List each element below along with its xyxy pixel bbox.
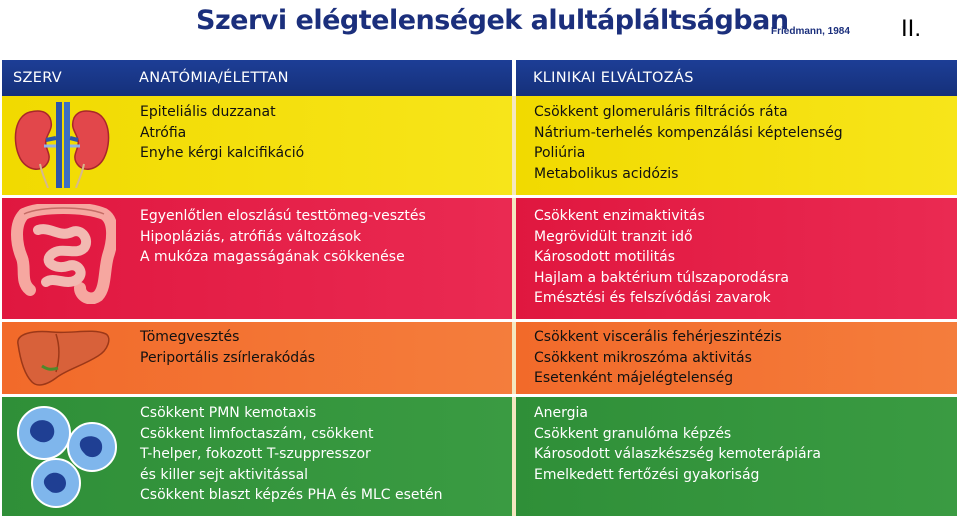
anatomy-list <box>140 403 442 506</box>
list-item: Károsodott válaszkészség kemoterápiára <box>534 446 821 462</box>
list-item: Tömegvesztés <box>140 329 240 345</box>
list-item: Csökkent granulóma képzés <box>534 425 732 442</box>
anatomy-list <box>140 327 315 368</box>
table-header-right <box>516 60 957 96</box>
part-number: II. <box>901 15 922 42</box>
table-header-left <box>2 60 512 96</box>
list-item: és killer sejt aktivitással <box>140 466 309 483</box>
anatomy-list <box>140 206 426 268</box>
list-item: Emésztési és felszívódási zavarok <box>534 290 771 306</box>
list-item: Csökkent mikroszóma aktivitás <box>534 349 752 366</box>
list-item: Csökkent limfoctaszám, csökkent <box>140 425 374 442</box>
list-item: Csökkent glomeruláris filtrációs ráta <box>534 104 788 120</box>
column-header-anatomy: ANATÓMIA/ÉLETTAN <box>139 70 289 86</box>
table-row-intestine <box>2 198 957 319</box>
list-item: Emelkedett fertőzési gyakoriság <box>534 466 760 483</box>
organ-failure-table <box>2 60 957 516</box>
list-item: Nátrium-terhelés kompenzálási képtelenség <box>534 124 843 141</box>
list-item: A mukóza magasságának csökkenése <box>140 249 405 265</box>
list-item: Periportális zsírlerakódás <box>140 349 316 366</box>
list-item: Megrövidült tranzit idő <box>534 228 693 245</box>
list-item: Atrófia <box>140 124 187 141</box>
table-row-immune <box>2 397 957 516</box>
list-item: Enyhe kérgi kalcifikáció <box>140 145 305 161</box>
list-item: Csökkent PMN kemotaxis <box>140 405 317 421</box>
list-item: Epiteliális duzzanat <box>140 104 276 120</box>
anatomy-cell <box>2 322 512 394</box>
clinical-cell <box>516 322 957 394</box>
list-item: Egyenlőtlen eloszlású testtömeg-vesztés <box>140 208 426 224</box>
list-item: Anergia <box>534 405 588 421</box>
page-title: Szervi elégtelenségek alultápláltságban <box>196 5 789 36</box>
immune-cells-icon <box>12 403 122 511</box>
anatomy-cell <box>2 96 512 195</box>
clinical-list <box>534 403 821 485</box>
intestine-icon <box>10 204 116 304</box>
column-header-clinical: KLINIKAI ELVÁLTOZÁS <box>533 70 694 86</box>
clinical-cell <box>516 397 957 516</box>
clinical-list <box>534 327 782 389</box>
anatomy-cell <box>2 198 512 319</box>
clinical-cell <box>516 198 957 319</box>
anatomy-list <box>140 102 304 164</box>
list-item: Hajlam a baktérium túlszaporodásra <box>534 269 789 286</box>
reference-citation: Friedmann, 1984 <box>771 26 850 37</box>
clinical-list <box>534 102 843 184</box>
clinical-list <box>534 206 789 309</box>
kidney-icon <box>10 102 114 188</box>
table-row-liver <box>2 322 957 394</box>
list-item: Csökkent blaszt képzés PHA és MLC esetén <box>140 487 443 503</box>
list-item: Csökkent viscerális fehérjeszintézis <box>534 329 782 345</box>
column-header-organ: SZERV <box>13 70 63 86</box>
list-item: Hipopláziás, atrófiás változások <box>140 228 362 245</box>
table-row-kidney <box>2 96 957 195</box>
anatomy-cell <box>2 397 512 516</box>
list-item: Metabolikus acidózis <box>534 165 679 182</box>
list-item: Esetenként májelégtelenség <box>534 370 734 386</box>
list-item: Csökkent enzimaktivitás <box>534 208 705 224</box>
list-item: Poliúria <box>534 145 586 161</box>
list-item: Károsodott motilitás <box>534 249 675 265</box>
list-item: T-helper, fokozott T-szuppresszor <box>140 446 371 462</box>
liver-icon <box>12 326 112 390</box>
clinical-cell <box>516 96 957 195</box>
